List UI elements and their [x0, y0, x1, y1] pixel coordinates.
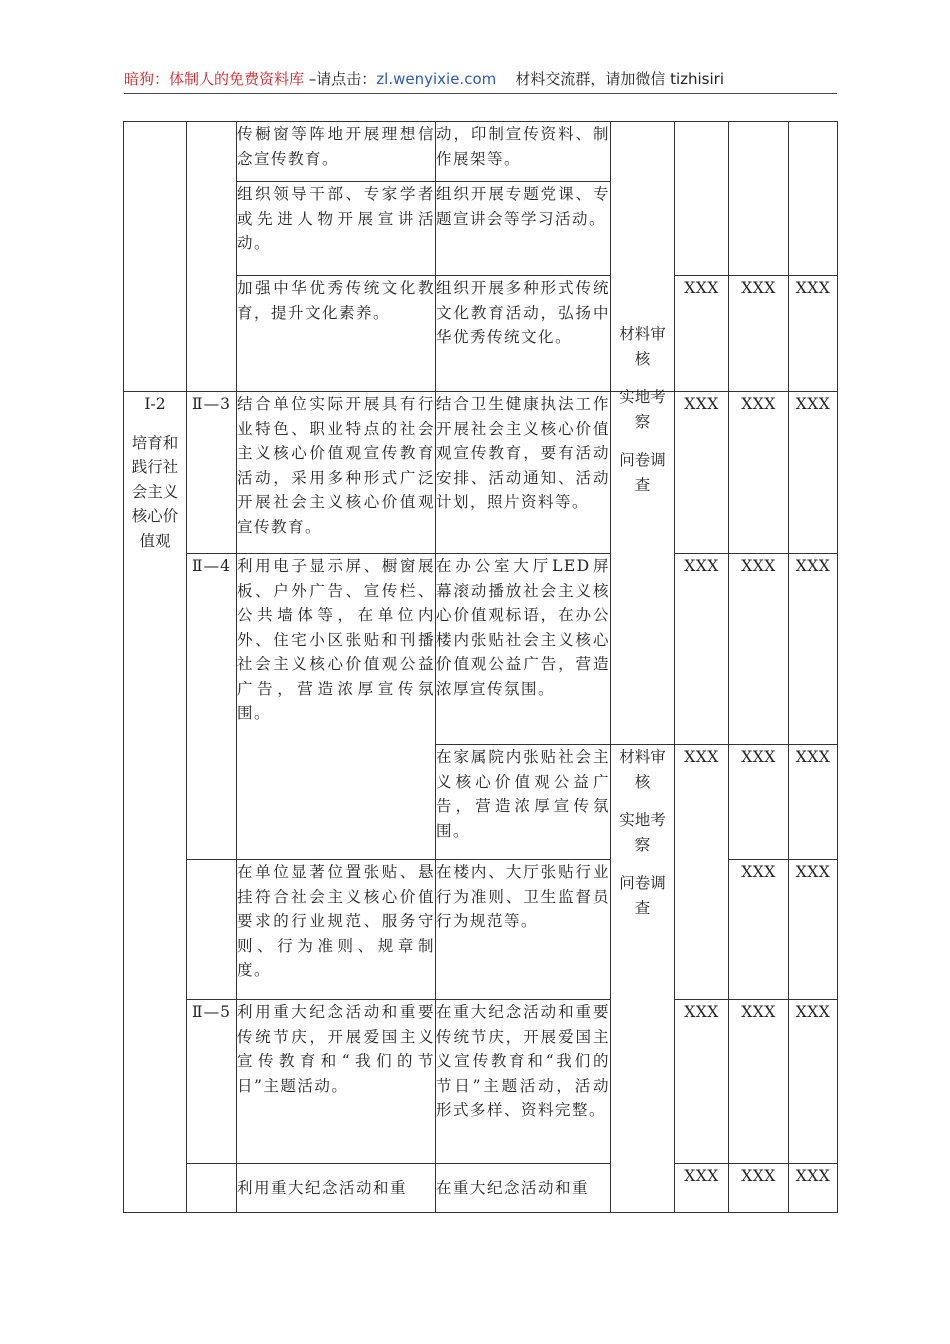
score-cell: XXX — [675, 554, 729, 745]
header-wechat-note: 材料交流群，请加微信 tizhisiri — [515, 70, 724, 88]
code-cell-empty — [187, 860, 237, 1000]
content-cell: 组织领导干部、专家学者或先进人物开展宣讲活动。 — [237, 182, 436, 276]
score-cell: XXX — [675, 276, 729, 392]
score-cell: XXX — [789, 1000, 838, 1164]
score-cell: XXX — [789, 392, 838, 554]
standard-cell: 结合卫生健康执法工作开展社会主义核心价值观宣传教育，要有活动安排、活动通知、活动计划，照片资料等。 — [436, 392, 611, 554]
score-cell: XXX — [789, 554, 838, 745]
score-cell: XXX — [729, 745, 789, 860]
standard-cell: 在重大纪念活动和重要传统节庆，开展爱国主义宣传教育和“我们的节日”主题活动，活动形式多样、资料完整。 — [436, 1000, 611, 1164]
header-link[interactable]: zl.wenyixie.com — [376, 70, 497, 88]
standard-cell: 在家属院内张贴社会主义核心价值观公益广告，营造浓厚宣传氛围。 — [436, 745, 611, 860]
standard-cell: 动，印制宣传资料、制作展架等。 — [436, 122, 611, 182]
score-cell — [675, 122, 729, 276]
standard-cell: 在重大纪念活动和重 — [436, 1164, 611, 1213]
code-cell-empty — [187, 1164, 237, 1213]
method-questionnaire: 问卷调查 — [619, 451, 666, 494]
score-cell — [789, 122, 838, 276]
method-cell — [611, 745, 675, 1213]
score-cell: XXX — [675, 1164, 729, 1213]
score-cell: XXX — [675, 745, 729, 1000]
score-cell: XXX — [675, 392, 729, 554]
category-cell-top — [124, 122, 187, 392]
score-cell: XXX — [729, 860, 789, 1000]
content-cell: 加强中华优秀传统文化教育，提升文化素养。 — [237, 276, 436, 392]
standard-cell: 组织开展多种形式传统文化教育活动，弘扬中华优秀传统文化。 — [436, 276, 611, 392]
score-cell: XXX — [789, 276, 838, 392]
content-cell: 利用重大纪念活动和重要传统节庆，开展爱国主义宣传教育和“我们的节日”主题活动。 — [237, 1000, 436, 1164]
standard-cell: 在办公室大厅LED屏幕滚动播放社会主义核心价值观标语，在办公楼内张贴社会主义核心价值观公益广告，营造浓厚宣传氛围。 — [436, 554, 611, 745]
category-code: Ⅰ-2 — [144, 395, 166, 413]
score-cell: XXX — [789, 745, 838, 860]
content-cell: 利用电子显示屏、橱窗展板、户外广告、宣传栏、公共墙体等，在单位内外、住宅小区张贴和刊播社会主义核心价值观公益广告，营造浓厚宣传氛围。 — [237, 554, 436, 860]
method-material-review: 材料审核 — [619, 748, 666, 791]
header-site-title: 暗狗：体制人的免费资料库 — [124, 70, 305, 88]
method-site-inspection: 实地考察 — [619, 388, 666, 431]
content-cell: 利用重大纪念活动和重 — [237, 1164, 436, 1213]
method-material-review: 材料审核 — [619, 325, 666, 368]
item-code: Ⅱ—4 — [187, 554, 237, 860]
score-cell: XXX — [729, 392, 789, 554]
content-cell: 在单位显著位置张贴、悬挂符合社会主义核心价值要求的行业规范、服务守则、行为准则、规章制度。 — [237, 860, 436, 1000]
content-cell: 结合单位实际开展具有行业特色、职业特点的社会主义核心价值观宣传教育活动，采用多种形式广泛开展社会主义核心价值观宣传教育。 — [237, 392, 436, 554]
score-cell: XXX — [729, 1164, 789, 1213]
score-cell: XXX — [729, 1000, 789, 1164]
score-cell — [729, 122, 789, 276]
score-cell: XXX — [789, 1164, 838, 1213]
method-site-inspection: 实地考察 — [619, 811, 666, 854]
standard-cell: 在楼内、大厅张贴行业行为准则、卫生监督员行为规范等。 — [436, 860, 611, 1000]
standard-cell: 组织开展专题党课、专题宣讲会等学习活动。 — [436, 182, 611, 276]
content-cell: 传橱窗等阵地开展理想信念宣传教育。 — [237, 122, 436, 182]
score-cell: XXX — [789, 860, 838, 1000]
code-cell-top — [187, 122, 237, 392]
score-cell: XXX — [729, 554, 789, 745]
item-code: Ⅱ—3 — [187, 392, 237, 554]
category-name: 培育和践行社会主义核心价值观 — [131, 433, 179, 550]
header-click-prompt: –请点击： — [304, 70, 377, 88]
item-code: Ⅱ—5 — [187, 1000, 237, 1164]
evaluation-table — [123, 121, 838, 1213]
score-cell: XXX — [729, 276, 789, 392]
header-divider — [124, 93, 837, 94]
method-cell — [611, 325, 675, 745]
score-cell: XXX — [675, 1000, 729, 1164]
category-cell — [124, 392, 187, 1213]
page-header — [124, 68, 837, 94]
method-questionnaire: 问卷调查 — [619, 874, 666, 917]
